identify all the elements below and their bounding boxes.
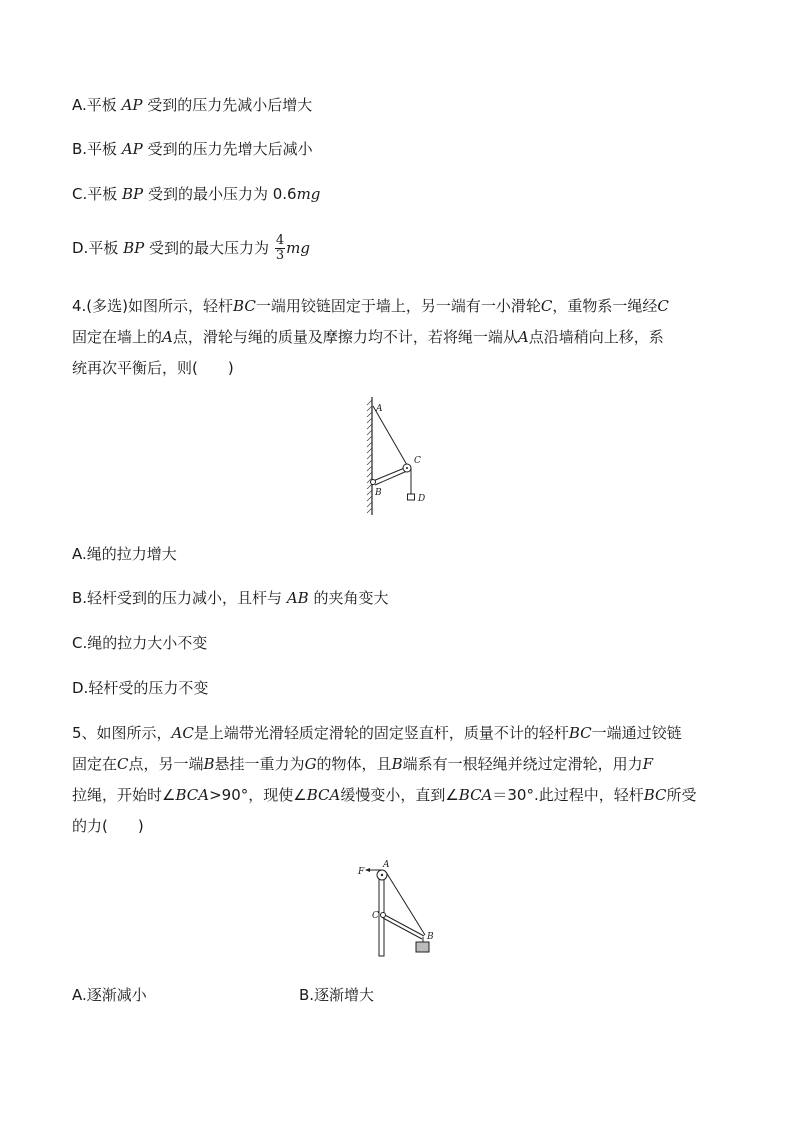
label-b: B bbox=[427, 932, 434, 942]
option-q3-a: A.平板 AP 受到的压力先减小后增大 bbox=[72, 96, 313, 114]
label-c: C bbox=[414, 456, 421, 466]
q5-line-2: 固定在C点，另一端B悬挂一重力为G的物体，且B端系有一根轻绳并绕过定滑轮，用力F bbox=[72, 755, 654, 773]
option-q3-d: D.平板 BP 受到的最大压力为 $\frac{4}{3}$ mg bbox=[72, 233, 310, 263]
fraction-four-thirds: $\frac{4}{3}$ bbox=[275, 233, 285, 263]
label-d: D bbox=[418, 494, 426, 504]
q4-line-3: 统再次平衡后，则( ) bbox=[72, 359, 234, 377]
option-q3-b: B.平板 AP 受到的压力先增大后减小 bbox=[72, 140, 313, 158]
rod-bc bbox=[383, 914, 424, 936]
wall-hatching bbox=[367, 400, 372, 513]
option-q4-b: B.轻杆受到的压力减小，且杆与 AB 的夹角变大 bbox=[72, 589, 389, 607]
q4-figure bbox=[358, 394, 438, 518]
option-q4-c: C.绳的拉力大小不变 bbox=[72, 634, 208, 652]
option-q4-d: D.轻杆受的压力不变 bbox=[72, 679, 209, 697]
hinge-c bbox=[381, 913, 386, 918]
q4-line-2: 固定在墙上的A点，滑轮与绳的质量及摩擦力均不计，若将绳一端从A点沿墙稍向上移，系 bbox=[72, 328, 664, 346]
option-q5-a: A.逐渐减小 bbox=[72, 986, 147, 1004]
rope-ac bbox=[373, 406, 407, 465]
hinge-b bbox=[371, 480, 376, 485]
question-4-stem bbox=[72, 291, 724, 384]
q5-line-1: 5、如图所示，AC是上端带光滑轻质定滑轮的固定竖直杆，质量不计的轻杆BC一端通过铰链 bbox=[72, 724, 682, 742]
label-a: A bbox=[383, 860, 390, 870]
question-5-stem bbox=[72, 718, 724, 842]
q5-line-3: 拉绳，开始时∠BCA>90°，现使∠BCA缓慢变小，直到∠BCA＝30°.此过程中，轻杆BC所受 bbox=[72, 786, 697, 804]
weight-d bbox=[408, 494, 415, 500]
arrow-f bbox=[365, 868, 370, 872]
q5-line-4: 的力( ) bbox=[72, 817, 144, 835]
weight-g bbox=[416, 942, 429, 952]
label-a: A bbox=[376, 404, 383, 414]
q5-figure bbox=[352, 860, 442, 960]
label-c: C bbox=[372, 911, 379, 921]
label-b: B bbox=[375, 488, 382, 498]
option-q3-c: C.平板 BP 受到的最小压力为 0.6mg bbox=[72, 185, 321, 203]
option-q5-b: B.逐渐增大 bbox=[299, 986, 375, 1004]
label-f: F bbox=[358, 867, 365, 877]
option-q4-a: A.绳的拉力增大 bbox=[72, 545, 177, 563]
q4-line-1: 4.(多选)如图所示，轻杆BC一端用铰链固定于墙上，另一端有一小滑轮C，重物系一绳经C bbox=[72, 297, 669, 315]
